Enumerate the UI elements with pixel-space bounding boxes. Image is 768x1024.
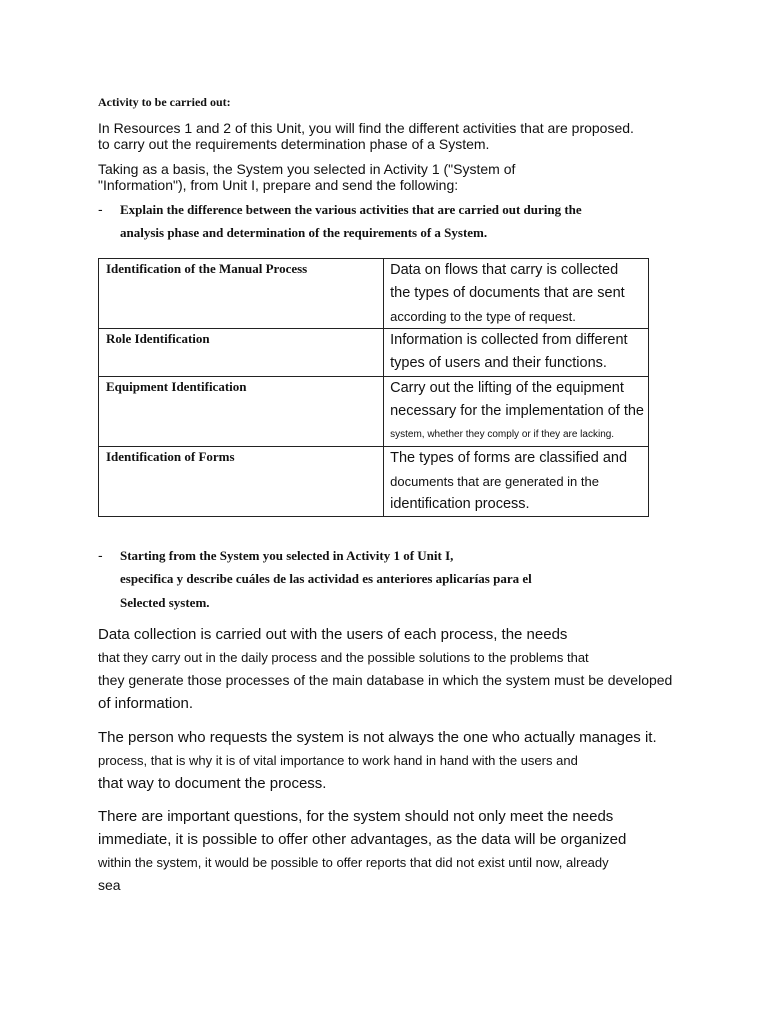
table-value-cell xyxy=(384,377,649,447)
body-p3-line-1: There are important questions, for the system should not only meet the needs xyxy=(98,808,614,825)
intro-p2-line-1: Taking as a basis, the System you selected in Activity 1 ("System of xyxy=(98,161,516,177)
body-p3-line-3: within the system, it would be possible to offer reports that did not exist until now, already xyxy=(98,855,609,870)
table-value-line: Carry out the lifting of the equipment xyxy=(390,380,624,396)
bullet-marker-2: - xyxy=(98,547,103,563)
table-row xyxy=(99,447,649,517)
body-p2-line-3: that way to document the process. xyxy=(98,775,327,792)
table-key-cell: Equipment Identification xyxy=(99,377,384,447)
intro-p1-line-1: In Resources 1 and 2 of this Unit, you will find the different activities that are proposed. xyxy=(98,120,634,136)
bullet2-line-3: Selected system. xyxy=(120,595,210,610)
intro-p1-line-2: to carry out the requirements determination phase of a System. xyxy=(98,136,490,152)
body-p3-line-4: sea xyxy=(98,877,121,893)
body-p1-line-3: they generate those processes of the main database in which the system must be developed xyxy=(98,672,673,688)
body-p1-line-4: of information. xyxy=(98,695,194,712)
table-value-line: identification process. xyxy=(390,496,530,512)
activity-heading: Activity to be carried out: xyxy=(98,95,231,109)
table-row xyxy=(99,259,649,329)
table-row xyxy=(99,329,649,377)
body-p2-line-2: process, that is why it is of vital importance to work hand in hand with the users and xyxy=(98,753,578,768)
body-p1-line-2: that they carry out in the daily process and the possible solutions to the problems that xyxy=(98,650,589,665)
table-value-cell xyxy=(384,329,649,377)
table-key-cell: Identification of Forms xyxy=(99,447,384,517)
table-value-line: types of users and their functions. xyxy=(390,355,607,371)
table-value-cell xyxy=(384,447,649,517)
table-value-line: Data on flows that carry is collected xyxy=(390,262,619,278)
bullet2-line-1: Starting from the System you selected in Activity 1 of Unit I, xyxy=(120,548,454,563)
intro-p2-line-2: "Information"), from Unit I, prepare and send the following: xyxy=(98,177,459,193)
body-p2-line-1: The person who requests the system is not always the one who actually manages it. xyxy=(98,729,657,746)
table-value-cell xyxy=(384,259,649,329)
activities-table xyxy=(98,258,649,517)
bullet1-line-2: analysis phase and determination of the requirements of a System. xyxy=(120,225,488,240)
bullet2-line-2: especifica y describe cuáles de las actividad es anteriores aplicarías para el xyxy=(120,571,532,586)
table-row xyxy=(99,377,649,447)
table-key-cell: Role Identification xyxy=(99,329,384,377)
table-value-line: documents that are generated in the xyxy=(390,474,599,489)
table-key-cell: Identification of the Manual Process xyxy=(99,259,384,329)
table-value-line: the types of documents that are sent xyxy=(390,285,625,301)
table-value-line: according to the type of request. xyxy=(390,309,576,324)
table-value-line: system, whether they comply or if they are lacking. xyxy=(390,429,615,440)
body-p1-line-1: Data collection is carried out with the users of each process, the needs xyxy=(98,626,568,643)
bullet-marker-1: - xyxy=(98,201,103,217)
bullet1-line-1: Explain the difference between the various activities that are carried out during the xyxy=(120,202,582,217)
table-value-line: The types of forms are classified and xyxy=(390,450,628,466)
table-value-line: necessary for the implementation of the xyxy=(390,403,644,419)
table-value-line: Information is collected from different xyxy=(390,332,628,348)
body-p3-line-2: immediate, it is possible to offer other advantages, as the data will be organized xyxy=(98,831,627,848)
